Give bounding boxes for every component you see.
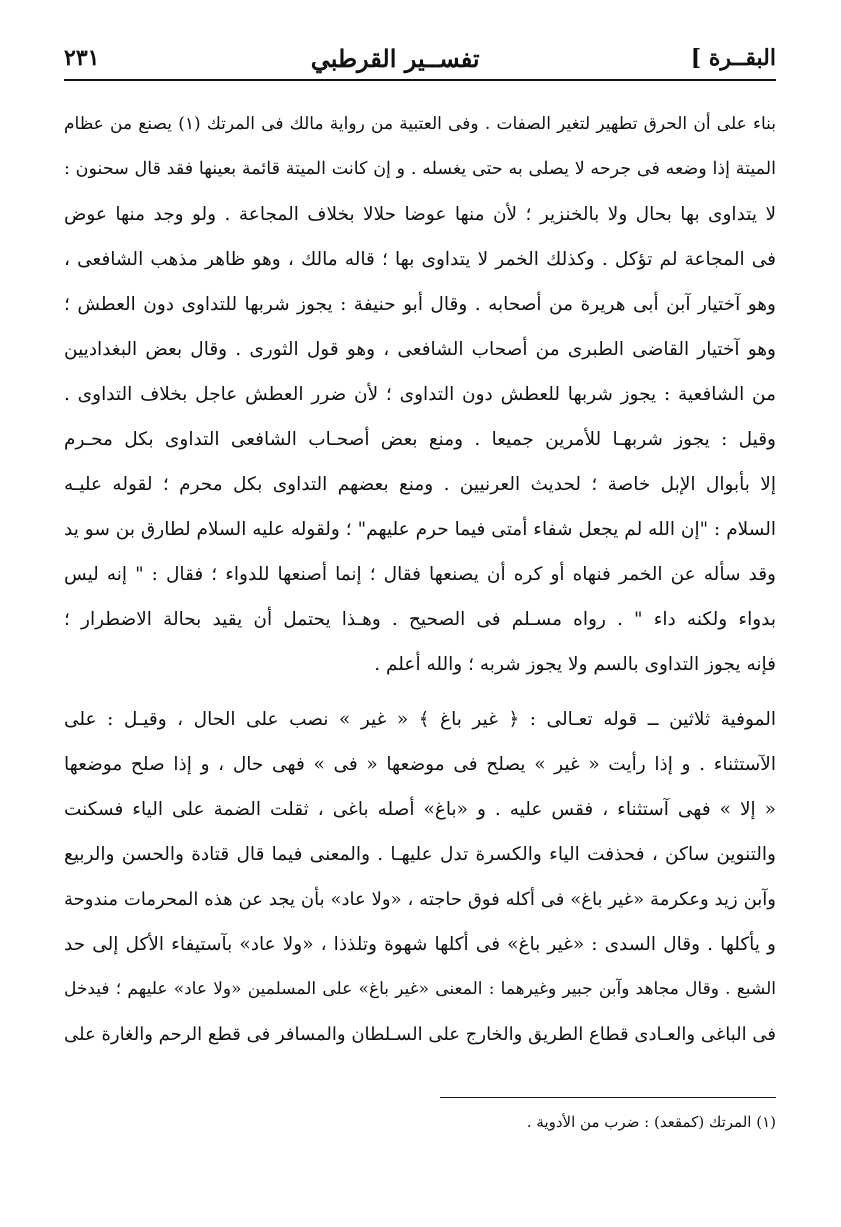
text-line: الشبع . وقال مجاهد وآبن جبير وغيرهما : المعنى «غير باغ» على المسلمين «ولا عاد» عليهم ؛ فيدخل [64,979,776,999]
page-header [64,38,776,78]
text-line: وآبن زيد وعكرمة «غير باغ» فى أكله فوق حاجته ، «ولا عاد» بأن يجد عن هذه المحرمات مندوحة [64,889,776,910]
text-line: فى الباغى والعـادى قطاع الطريق والخارج على السـلطان والمسافر فى قطع الرحم والغارة على [64,1024,776,1045]
text-line: الآستثناء . و إذا رأيت « غير » يصلح فى موضعها « فى » فهى حال ، و إذا صلح موضعها [64,754,776,775]
book-title: تفســير القرطبي [310,43,480,73]
text-line: فى المجاعة لم تؤكل . وكذلك الخمر لا يتداوى بها ؛ قاله مالك ، وهو ظاهر مذهب الشافعى ، [64,249,776,270]
page-number: ٢٣١ [64,45,100,71]
paragraph-gap [64,687,776,697]
text-line: و يأكلها . وقال السدى : «غير باغ» فى أكلها شهوة وتلذذا ، «ولا عاد» بآستيفاء الأكل إلى حد [64,934,776,955]
text-line: الموفية ثلاثين ــ قوله تعـالى : ﴿ غير باغ ﴾ « غير » نصب على الحال ، وقيـل : على [64,709,776,730]
surah-name: البقــرة ] [690,45,776,71]
text-line: فإنه يجوز التداوى بالسم ولا يجوز شربه ؛ والله أعلم . [374,654,776,675]
text-line: وقد سأله عن الخمر فنهاه أو كره أن يصنعها فقال ؛ إنما أصنعها للدواء ؛ فقال : " إنه ليس [64,564,776,585]
text-line: « إلا » فهى آستثناء ، فقس عليه . و «باغ» أصله باغى ، ثقلت الضمة على الياء فسكنت [64,799,776,820]
header-rule [64,79,776,81]
text-line: والتنوين ساكن ، فحذفت الياء والكسرة تدل عليهـا . والمعنى فيما قال قتادة والحسن والربيع [64,844,776,865]
text-line: السلام : "إن الله لم يجعل شفاء أمتى فيما حرم عليهم" ؛ ولقوله عليه السلام لطارق بن سو يد [64,519,776,540]
text-line: الميتة إذا وضعه فى جرحه لا يصلى به حتى يغسله . و إن كانت الميتة قائمة بعينها فقد قال سحنون : [64,159,776,179]
text-line: وقيل : يجوز شربهـا للأمرين جميعا . ومنع بعض أصحـاب الشافعى التداوى بكل محـرم [64,429,776,450]
text-line: بدواء ولكنه داء " . رواه مسـلم فى الصحيح . وهـذا يحتمل أن يقيد بحالة الاضطرار ؛ [64,609,776,630]
text-line: إلا بأبوال الإبل خاصة ؛ لحديث العرنيين . ومنع بعضهم التداوى بكل محرم ؛ لقوله عليـه [64,474,776,495]
text-line: وهو آختيار القاضى الطبرى من أصحاب الشافعى ، وهو قول الثورى . وقال بعض البغداديين [64,339,776,360]
text-line: لا يتداوى بها بحال ولا بالخنزير ؛ لأن منها عوضا حلالا بخلاف المجاعة . ولو وجد منها عوض [64,204,776,225]
text-line: بناء على أن الحرق تطهير لتغير الصفات . وفى العتبية من رواية مالك فى المرتك (١) يصنع من عظام [64,114,776,134]
footnote-rule [440,1097,776,1098]
footnote: (١) المرتك (كمقعد) : ضرب من الأدوية . [526,1113,776,1131]
main-text [64,102,776,1057]
text-line: من الشافعية : يجوز شربها للعطش دون التداوى ؛ لأن ضرر العطش عاجل بخلاف التداوى . [64,384,776,405]
text-line: وهو آختيار آبن أبى هريرة من أصحابه . وقال أبو حنيفة : يجوز شربها للتداوى دون العطش ؛ [64,294,776,315]
